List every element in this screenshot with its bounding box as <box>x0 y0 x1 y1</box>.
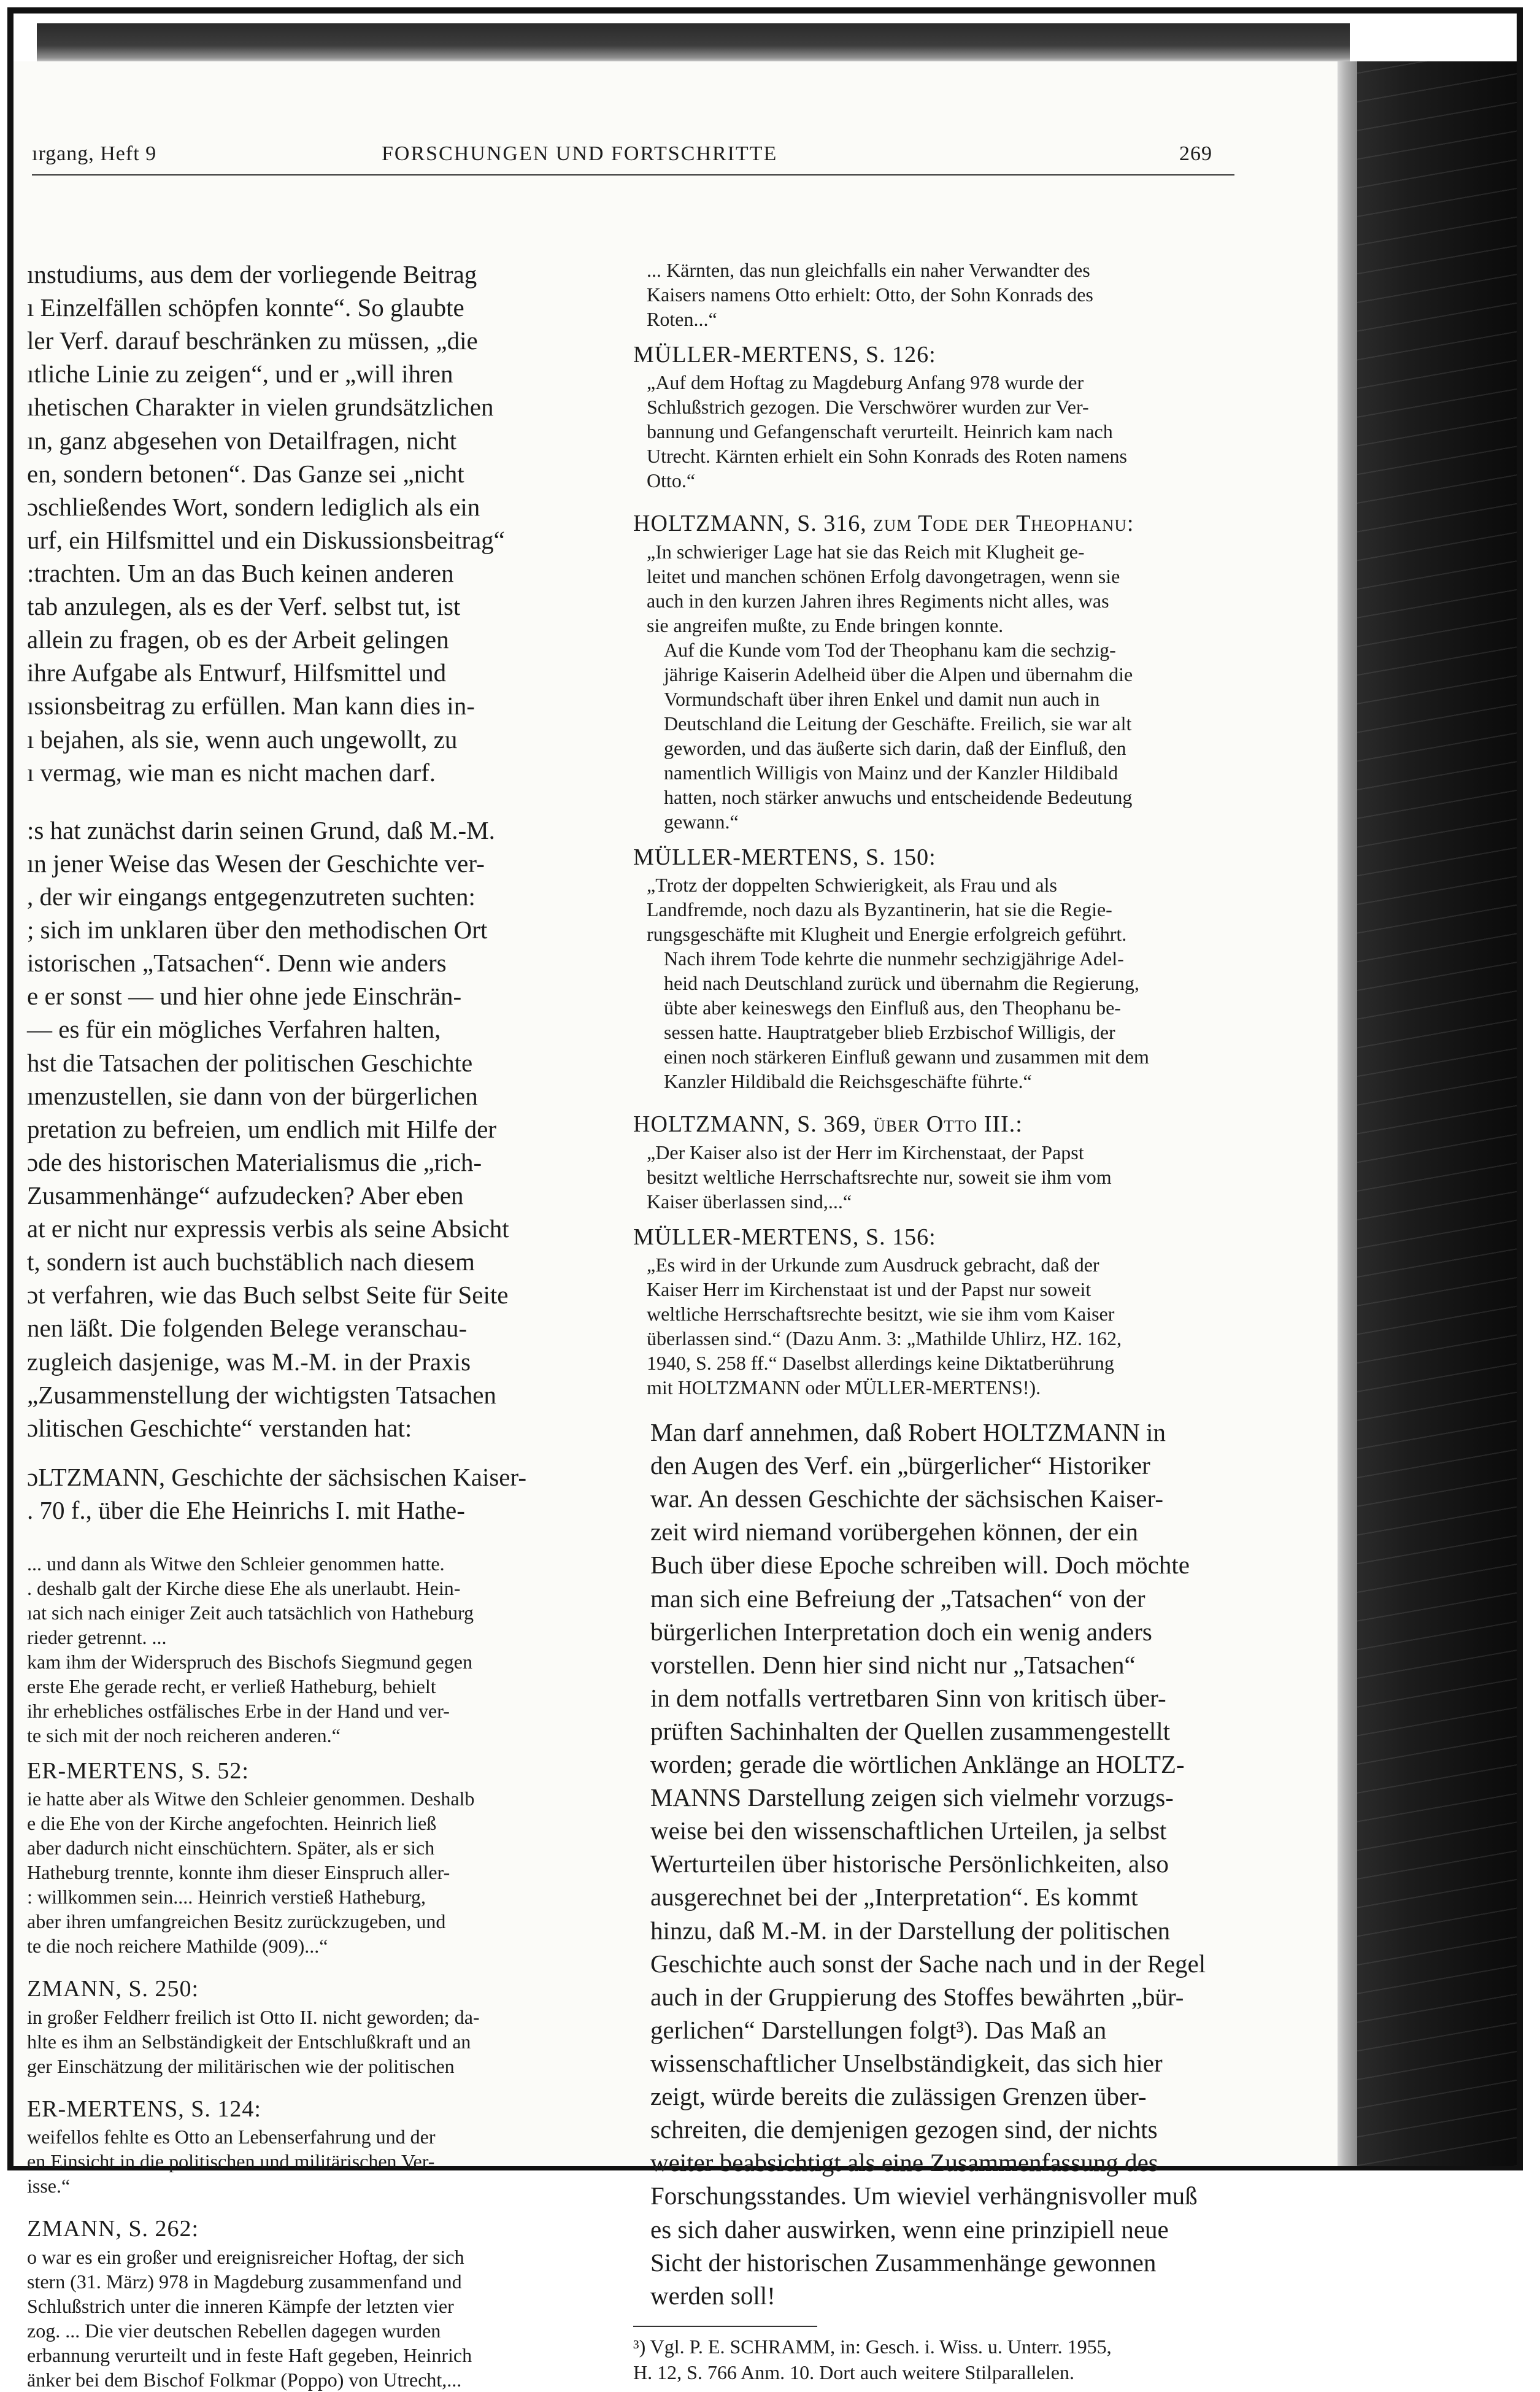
text-line: zog. ... Die vier deutschen Rebellen dagegen wurden <box>27 2319 441 2342</box>
page-number: 269 <box>1179 142 1212 165</box>
text-line: Kanzler Hildibald die Reichsgeschäfte führte.“ <box>664 1070 1032 1093</box>
text-line: te sich mit der noch reicheren anderen.“ <box>27 1724 341 1747</box>
text-line: Otto.“ <box>647 469 696 492</box>
quote-holtzmann-316-b <box>633 638 1241 834</box>
text-line: aber dadurch nicht einschüchtern. Später, als er sich <box>27 1837 435 1859</box>
text-line: ɔlitischen Geschichte“ verstanden hat: <box>27 1413 412 1442</box>
left-paragraph-1 <box>27 258 591 789</box>
holtzmann-262-head: ZMANN, S. 262: <box>27 2216 199 2242</box>
scan-shadow-top <box>37 23 1350 64</box>
text-line: ın jener Weise das Wesen der Geschichte ver- <box>27 849 485 878</box>
text-line: e er sonst — und hier ohne jede Einschrän- <box>27 982 462 1011</box>
text-line: H. 12, S. 766 Anm. 10. Dort auch weitere Stilparallelen. <box>633 2361 1074 2383</box>
text-line: ınstudiums, aus dem der vorliegende Beitrag <box>27 260 477 288</box>
text-line: ger Einschätzung der militärischen wie der politischen <box>27 2054 455 2077</box>
quote-mm-124 <box>27 2124 591 2198</box>
text-line: ıhetischen Charakter in vielen grundsätzlichen <box>27 393 494 422</box>
quote-holtzmann-250 <box>27 2005 591 2078</box>
text-line: . 70 f., über die Ehe Heinrichs I. mit Hathe- <box>27 1495 465 1524</box>
text-line: rieder getrennt. ... <box>27 1626 167 1649</box>
mm-150-head: MÜLLER-MERTENS, S. 150: <box>633 844 936 870</box>
book-binding <box>1357 61 1517 2166</box>
text-line: in großer Feldherr freilich ist Otto II. nicht geworden; da- <box>27 2005 480 2028</box>
holtzmann-250-head: ZMANN, S. 250: <box>27 1976 199 2002</box>
quote-holtzmann-369 <box>633 1140 1241 1214</box>
text-line: ımenzustellen, sie dann von der bürgerlichen <box>27 1081 478 1110</box>
text-line: kam ihm der Widerspruch des Bischofs Siegmund gegen <box>27 1651 472 1673</box>
text-line: hinzu, daß M.-M. in der Darstellung der politischen <box>650 1916 1171 1945</box>
text-line: „Zusammenstellung der wichtigsten Tatsachen <box>27 1380 496 1409</box>
text-line: tab anzulegen, als es der Verf. selbst tut, ist <box>27 592 461 621</box>
text-line: ie hatte aber als Witwe den Schleier genommen. Deshalb <box>27 1788 475 1810</box>
text-line: Roten...“ <box>647 308 717 330</box>
text-line: den Augen des Verf. ein „bürgerlicher“ Historiker <box>650 1451 1150 1480</box>
text-line: o war es ein großer und ereignisreicher Hoftag, der sich <box>27 2245 464 2268</box>
text-line: Kaiser überlassen sind,...“ <box>647 1190 852 1213</box>
header-volume: ırgang, Heft 9 <box>32 142 157 165</box>
text-line: ıssionsbeitrag zu erfüllen. Man kann dies in- <box>27 692 475 720</box>
quote-mm-126 <box>633 370 1241 493</box>
text-line: at er nicht nur expressis verbis als seine Absicht <box>27 1214 509 1243</box>
text-line: ɔLTZMANN, Geschichte der sächsischen Kaiser- <box>27 1462 526 1491</box>
text-line: gewann.“ <box>664 810 739 833</box>
quote-holtzmann-316-a <box>633 539 1241 638</box>
mm-124-head: ER-MERTENS, S. 124: <box>27 2096 261 2122</box>
text-line: t, sondern ist auch buchstäblich nach diesem <box>27 1248 475 1276</box>
text-line: ı bejahen, als sie, wenn auch ungewollt, zu <box>27 725 458 754</box>
text-line: ın, ganz abgesehen von Detailfragen, nicht <box>27 426 457 455</box>
quote-mm-150-b <box>633 946 1241 1094</box>
text-line: Hatheburg trennte, konnte ihm dieser Einspruch aller- <box>27 1861 450 1884</box>
text-line: urf, ein Hilfsmittel und ein Diskussionsbeitrag“ <box>27 525 505 554</box>
text-line: : willkommen sein.... Heinrich verstieß Hatheburg, <box>27 1886 426 1908</box>
text-line: , der wir eingangs entgegenzutreten suchten: <box>27 882 475 911</box>
text-line: erbannung verurteilt und in feste Haft gegeben, Heinrich <box>27 2344 472 2366</box>
text-line: änker bei dem Bischof Folkmar (Poppo) von Utrecht,... <box>27 2368 462 2391</box>
holtzmann-316-head: HOLTZMANN, S. 316, zum Tode der Theophanu: <box>633 511 1134 537</box>
text-line: „Auf dem Hoftag zu Magdeburg Anfang 978 wurde der <box>647 371 1084 394</box>
text-line: namentlich Willigis von Mainz und der Kanzler Hildibald <box>664 761 1118 784</box>
text-line: ihre Aufgabe als Entwurf, Hilfsmittel und <box>27 658 447 687</box>
text-line: man sich eine Befreiung der „Tatsachen“ von der <box>650 1584 1145 1613</box>
right-main-paragraph <box>633 1416 1241 2312</box>
text-line: :s hat zunächst darin seinen Grund, daß M.-M. <box>27 816 495 844</box>
text-line: vorstellen. Denn hier sind nicht nur „Tatsachen“ <box>650 1650 1136 1679</box>
text-line: schreiten, die demjenigen gezogen sind, der nichts <box>650 2115 1158 2144</box>
text-line: hlte es ihm an Selbständigkeit der Entschlußkraft und an <box>27 2030 471 2053</box>
text-line: e die Ehe von der Kirche angefochten. Heinrich ließ <box>27 1812 437 1835</box>
text-line: bannung und Gefangenschaft verurteilt. Heinrich kam nach <box>647 420 1113 443</box>
text-line: rungsgeschäfte mit Klugheit und Energie erfolgreich geführt. <box>647 923 1127 946</box>
text-line: auch in der Gruppierung des Stoffes bewährten „bür- <box>650 1982 1184 2011</box>
text-line: prüften Sachinhalten der Quellen zusammengestellt <box>650 1716 1171 1745</box>
left-column <box>27 258 591 2392</box>
text-line: ... und dann als Witwe den Schleier genommen hatte. <box>27 1553 445 1575</box>
mm-126-head: MÜLLER-MERTENS, S. 126: <box>633 342 936 368</box>
text-line: zeit wird niemand vorübergehen können, der ein <box>650 1518 1139 1546</box>
text-line: jährige Kaiserin Adelheid über die Alpen und übernahm die <box>664 663 1133 685</box>
header-title: FORSCHUNGEN UND FORTSCHRITTE <box>382 142 778 165</box>
text-line: Werturteilen über historische Persönlichkeiten, also <box>650 1850 1169 1878</box>
text-line: Schlußstrich unter die inneren Kämpfe der letzten vier <box>27 2294 454 2317</box>
text-line: istorischen „Tatsachen“. Denn wie anders <box>27 949 447 978</box>
text-line: Geschichte auch sonst der Sache nach und in der Regel <box>650 1949 1206 1978</box>
quote-mm-156 <box>633 1252 1241 1400</box>
text-line: „In schwieriger Lage hat sie das Reich mit Klugheit ge- <box>647 540 1085 563</box>
text-line: erste Ehe gerade recht, er verließ Hatheburg, behielt <box>27 1675 436 1698</box>
text-line: aber ihren umfangreichen Besitz zurückzugeben, und <box>27 1910 446 1933</box>
text-line: weltliche Herrschaftsrechte besitzt, wie sie ihm vom Kaiser <box>647 1302 1115 1325</box>
text-line: allein zu fragen, ob es der Arbeit gelingen <box>27 625 449 654</box>
running-head <box>13 142 1338 179</box>
text-line: ; sich im unklaren über den methodischen Ort <box>27 916 488 944</box>
text-line: bürgerlichen Interpretation doch ein wenig anders <box>650 1617 1152 1646</box>
text-line: Kaiser Herr im Kirchenstaat ist und der Papst nur soweit <box>647 1278 1091 1300</box>
text-line: ɔt verfahren, wie das Buch selbst Seite für Seite <box>27 1281 509 1310</box>
header-rule <box>32 174 1234 176</box>
text-line: weiter beabsichtigt als eine Zusammenfassung des <box>650 2148 1158 2177</box>
text-line: en Einsicht in die politischen und militärischen Ver- <box>27 2150 435 2173</box>
text-line: war. An dessen Geschichte der sächsischen Kaiser- <box>650 1484 1163 1513</box>
quote-mm-150-a <box>633 873 1241 946</box>
text-line: werden soll! <box>650 2281 776 2310</box>
text-line: zugleich dasjenige, was M.-M. in der Praxis <box>27 1347 471 1376</box>
text-line: weifellos fehlte es Otto an Lebenserfahrung und der <box>27 2126 436 2148</box>
text-line: MANNS Darstellung zeigen sich vielmehr vorzugs- <box>650 1783 1174 1812</box>
text-line: en, sondern betonen“. Das Ganze sei „nicht <box>27 459 464 488</box>
text-line: ɔschließendes Wort, sondern lediglich als ein <box>27 492 480 521</box>
text-line: nen läßt. Die folgenden Belege veranschau- <box>27 1314 468 1343</box>
text-line: ı Einzelfällen schöpfen konnte“. So glaubte <box>27 293 464 322</box>
text-line: Auf die Kunde vom Tod der Theophanu kam die sechzig- <box>664 638 1116 661</box>
text-line: ³) Vgl. P. E. SCHRAMM, in: Gesch. i. Wiss. u. Unterr. 1955, <box>633 2335 1112 2358</box>
text-line: Kaisers namens Otto erhielt: Otto, der Sohn Konrads des <box>647 284 1093 306</box>
quote-right-top <box>633 258 1241 331</box>
text-line: auch in den kurzen Jahren ihres Regiments nicht alles, was <box>647 589 1109 612</box>
text-line: sie angreifen mußte, zu Ende bringen konnte. <box>647 614 1004 636</box>
text-line: besitzt weltliche Herrschaftsrechte nur, soweit sie ihm vom <box>647 1165 1112 1188</box>
text-line: gerlichen“ Darstellungen folgt³). Das Maß an <box>650 2015 1107 2044</box>
text-line: Schlußstrich gezogen. Die Verschwörer wurden zur Ver- <box>647 396 1089 419</box>
text-line: ı vermag, wie man es nicht machen darf. <box>27 758 436 787</box>
text-line: „Der Kaiser also ist der Herr im Kirchenstaat, der Papst <box>647 1141 1084 1163</box>
text-line: „Trotz der doppelten Schwierigkeit, als Frau und als <box>647 874 1057 897</box>
text-line: pretation zu befreien, um endlich mit Hilfe der <box>27 1114 497 1143</box>
holtzmann-369-head: HOLTZMANN, S. 369, über Otto III.: <box>633 1111 1023 1138</box>
text-line: mit HOLTZMANN oder MÜLLER-MERTENS!). <box>647 1376 1041 1399</box>
text-line: worden; gerade die wörtlichen Anklänge an HOLTZ- <box>650 1750 1185 1779</box>
text-line: hatten, noch stärker anwuchs und entscheidende Bedeutung <box>664 785 1133 808</box>
footnote <box>633 2334 1241 2385</box>
text-line: Sicht der historischen Zusammenhänge gewonnen <box>650 2248 1157 2277</box>
text-line: es sich daher auswirken, wenn eine prinzipiell neue <box>650 2215 1169 2243</box>
text-line: einen noch stärkeren Einfluß gewann und zusammen mit dem <box>664 1046 1149 1068</box>
text-line: sessen hatte. Hauptratgeber blieb Erzbischof Willigis, der <box>664 1021 1115 1044</box>
text-line: Buch über diese Epoche schreiben will. Doch möchte <box>650 1551 1190 1580</box>
text-line: leitet und manchen schönen Erfolg davongetragen, wenn sie <box>647 565 1120 587</box>
text-line: Nach ihrem Tode kehrte die nunmehr sechzigjährige Adel- <box>664 947 1124 970</box>
quote-holtzmann-hatheburg <box>27 1551 591 1748</box>
text-line: weise bei den wissenschaftlichen Urteilen, ja selbst <box>650 1816 1167 1845</box>
footnote-rule <box>633 2326 817 2327</box>
text-line: übte aber keineswegs den Einfluß aus, den Theophanu be- <box>664 997 1121 1019</box>
text-line: :trachten. Um an das Buch keinen anderen <box>27 558 454 587</box>
document-page <box>13 61 1338 2391</box>
text-line: hst die Tatsachen der politischen Geschichte <box>27 1048 473 1077</box>
text-line: Deutschland die Leitung der Geschäfte. Freilich, sie war alt <box>664 712 1132 735</box>
text-line: — es für ein mögliches Verfahren halten, <box>27 1015 441 1044</box>
text-line: . deshalb galt der Kirche diese Ehe als unerlaubt. Hein- <box>27 1577 461 1600</box>
left-paragraph-2 <box>27 814 591 1445</box>
text-line: Vormundschaft über ihren Enkel und damit nun auch in <box>664 687 1100 710</box>
text-line: „Es wird in der Urkunde zum Ausdruck gebracht, daß der <box>647 1253 1099 1276</box>
text-line: heid nach Deutschland zurück und übernahm die Regierung, <box>664 972 1139 995</box>
holtzmann-citation-head <box>27 1460 591 1527</box>
text-line: ɔde des historischen Materialismus die „rich- <box>27 1148 482 1176</box>
text-line: wissenschaftlicher Unselbständigkeit, das sich hier <box>650 2049 1163 2078</box>
text-line: Landfremde, noch dazu als Byzantinerin, hat sie die Regie- <box>647 898 1112 921</box>
text-line: Utrecht. Kärnten erhielt ein Sohn Konrads des Roten namens <box>647 445 1127 468</box>
text-line: in dem notfalls vertretbaren Sinn von kritisch über- <box>650 1683 1166 1712</box>
text-line: Forschungsstandes. Um wieviel verhängnisvoller muß <box>650 2182 1198 2210</box>
text-line: te die noch reichere Mathilde (909)...“ <box>27 1935 328 1958</box>
text-line: ıat sich nach einiger Zeit auch tatsächlich von Hatheburg <box>27 1602 474 1624</box>
text-line: Zusammenhänge“ aufzudecken? Aber eben <box>27 1181 464 1210</box>
text-line: geworden, und das äußerte sich darin, daß der Einfluß, den <box>664 736 1126 759</box>
text-line: ihr erhebliches ostfälisches Erbe in der Hand und ver- <box>27 1700 450 1723</box>
page-edge <box>1338 61 1357 2166</box>
text-line: ıtliche Linie zu zeigen“, und er „will ihren <box>27 360 453 388</box>
text-line: zeigt, würde bereits die zulässigen Grenzen über- <box>650 2082 1147 2111</box>
mm-52-head: ER-MERTENS, S. 52: <box>27 1758 249 1784</box>
text-line: überlassen sind.“ (Dazu Anm. 3: „Mathilde Uhlirz, HZ. 162, <box>647 1327 1122 1349</box>
quote-holtzmann-262 <box>27 2245 591 2392</box>
right-column <box>633 258 1241 2385</box>
text-line: ler Verf. darauf beschränken zu müssen, „die <box>27 326 478 355</box>
quote-mm-52 <box>27 1786 591 1958</box>
text-line: Man darf annehmen, daß Robert HOLTZMANN in <box>650 1418 1166 1446</box>
text-line: isse.“ <box>27 2175 71 2197</box>
text-line: ... Kärnten, das nun gleichfalls ein naher Verwandter des <box>647 259 1090 281</box>
text-line: ausgerechnet bei der „Interpretation“. Es kommt <box>650 1883 1138 1912</box>
mm-156-head: MÜLLER-MERTENS, S. 156: <box>633 1224 936 1250</box>
text-line: 1940, S. 258 ff.“ Daselbst allerdings keine Diktatberührung <box>647 1351 1114 1374</box>
text-line: stern (31. März) 978 in Magdeburg zusammenfand und <box>27 2270 462 2293</box>
